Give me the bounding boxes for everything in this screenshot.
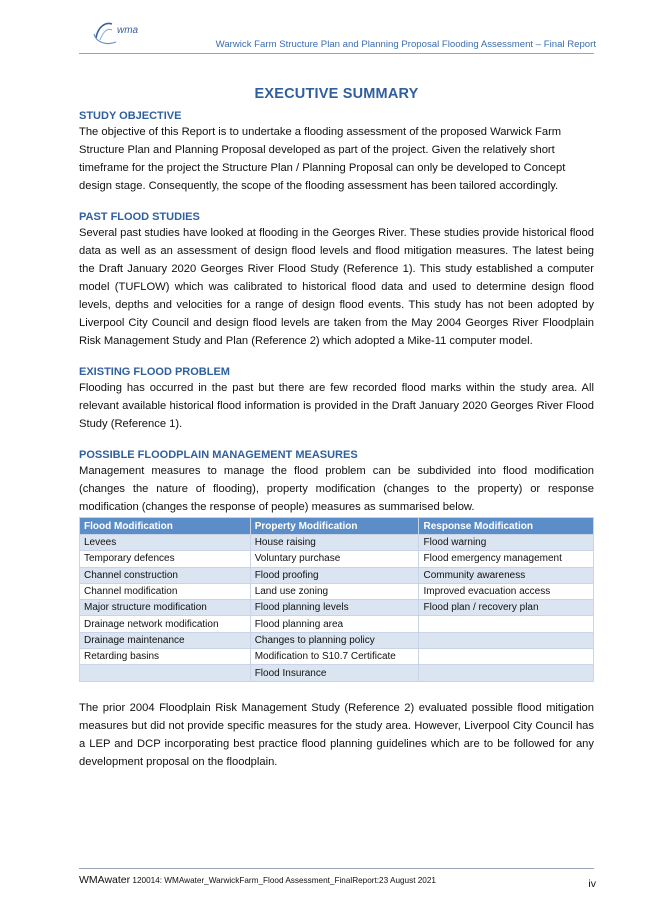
paragraph-existing-flood-problem: Flooding has occurred in the past but there are few recorded flood marks within the study area. All relevant available historical flood information is provided in the Draft January 2020 Georges River Flood Study (Reference 1). bbox=[79, 382, 594, 430]
table-cell: Flood Insurance bbox=[250, 665, 419, 681]
table-cell: Flood proofing bbox=[250, 567, 419, 583]
table-header-cell: Response Modification bbox=[419, 518, 594, 535]
table-cell: Temporary defences bbox=[80, 551, 251, 567]
table-cell: Flood plan / recovery plan bbox=[419, 600, 594, 616]
paragraph-study-objective: The objective of this Report is to undertake a flooding assessment of the proposed Warwick Farm Structure Plan and Planning Proposal developed as part of the project. Given the relatively short timeframe for the project the Structure Plan / Planning Proposal can only be developed to Concept design stage. Consequently, the scope of the flooding assessment has been tailored accordingly. bbox=[79, 126, 566, 192]
table-cell: Retarding basins bbox=[80, 649, 251, 665]
table-cell: Channel construction bbox=[80, 567, 251, 583]
table-cell: Voluntary purchase bbox=[250, 551, 419, 567]
section-heading-existing-flood-problem: EXISTING FLOOD PROBLEM bbox=[79, 366, 230, 378]
table-cell: Flood warning bbox=[419, 535, 594, 551]
table-row bbox=[80, 583, 594, 599]
table-cell: Community awareness bbox=[419, 567, 594, 583]
section-heading-possible-measures: POSSIBLE FLOODPLAIN MANAGEMENT MEASURES bbox=[79, 449, 358, 461]
header-divider bbox=[79, 53, 594, 54]
table-row bbox=[80, 665, 594, 681]
table-cell: Flood planning levels bbox=[250, 600, 419, 616]
document-body bbox=[79, 86, 594, 771]
table-cell: Channel modification bbox=[80, 583, 251, 599]
table-row bbox=[80, 616, 594, 632]
paragraph-closing: The prior 2004 Floodplain Risk Management Study (Reference 2) evaluated possible flood mitigation measures but did not provide specific measures for the study area. However, Liverpool City Council has a LEP and DCP incorporating best practice flood planning guidelines which are to be followed for any development proposal on the floodplain. bbox=[79, 701, 594, 768]
logo-wordmark: wma bbox=[117, 25, 139, 36]
management-measures-table bbox=[79, 517, 594, 682]
table-cell bbox=[419, 665, 594, 681]
table-cell: Drainage network modification bbox=[80, 616, 251, 632]
table-cell bbox=[80, 665, 251, 681]
table-cell bbox=[419, 649, 594, 665]
footer-reference bbox=[79, 874, 436, 886]
table-cell: Major structure modification bbox=[80, 600, 251, 616]
footer-divider bbox=[79, 868, 594, 869]
table-header-cell: Property Modification bbox=[250, 518, 419, 535]
table-row bbox=[80, 535, 594, 551]
paragraph-past-flood-studies: Several past studies have looked at flooding in the Georges River. These studies provide historical flood data as well as an assessment of design flood levels and flood mitigation measures. The latest being the Draft January 2020 Georges River Flood Study (Reference 1). This study established a computer model (TUFLOW) which was calibrated to historical flood data and used to determine design flood levels, depths and velocities for a range of design flood events. This study has not been adopted by Liverpool City Council and design flood levels are taken from the May 2004 Georges River Floodplain Risk Management Study and Plan (Reference 2) which adopted a Mike-11 computer model. bbox=[79, 227, 594, 347]
paragraph-possible-measures: Management measures to manage the flood problem can be subdivided into flood modification (changes the nature of flooding), property modification (changes to the property) or response modification (changes the response of people) measures as summarised below. bbox=[79, 465, 594, 513]
table-cell: Flood emergency management bbox=[419, 551, 594, 567]
table-cell: Changes to planning policy bbox=[250, 632, 419, 648]
table-header-row bbox=[80, 518, 594, 535]
table-cell: Land use zoning bbox=[250, 583, 419, 599]
table-cell: Drainage maintenance bbox=[80, 632, 251, 648]
table-header-cell: Flood Modification bbox=[80, 518, 251, 535]
footer-brand: WMAwater bbox=[79, 874, 131, 886]
table-row bbox=[80, 551, 594, 567]
document-header-title: Warwick Farm Structure Plan and Planning Proposal Flooding Assessment – Final Report bbox=[215, 39, 596, 50]
table-cell bbox=[419, 616, 594, 632]
footer-document-id: 120014: WMAwater_WarwickFarm_Flood Assessment_FinalReport:23 August 2021 bbox=[130, 876, 436, 885]
table-cell: Improved evacuation access bbox=[419, 583, 594, 599]
table-row bbox=[80, 567, 594, 583]
table-cell: Flood planning area bbox=[250, 616, 419, 632]
section-heading-past-flood-studies: PAST FLOOD STUDIES bbox=[79, 211, 200, 223]
table-cell: House raising bbox=[250, 535, 419, 551]
page-number: iv bbox=[588, 878, 596, 890]
table-cell bbox=[419, 632, 594, 648]
table-cell: Levees bbox=[80, 535, 251, 551]
table-cell: Modification to S10.7 Certificate bbox=[250, 649, 419, 665]
table-row bbox=[80, 600, 594, 616]
table-row bbox=[80, 649, 594, 665]
section-heading-study-objective: STUDY OBJECTIVE bbox=[79, 110, 182, 122]
page-title: EXECUTIVE SUMMARY bbox=[254, 86, 419, 102]
table-row bbox=[80, 632, 594, 648]
